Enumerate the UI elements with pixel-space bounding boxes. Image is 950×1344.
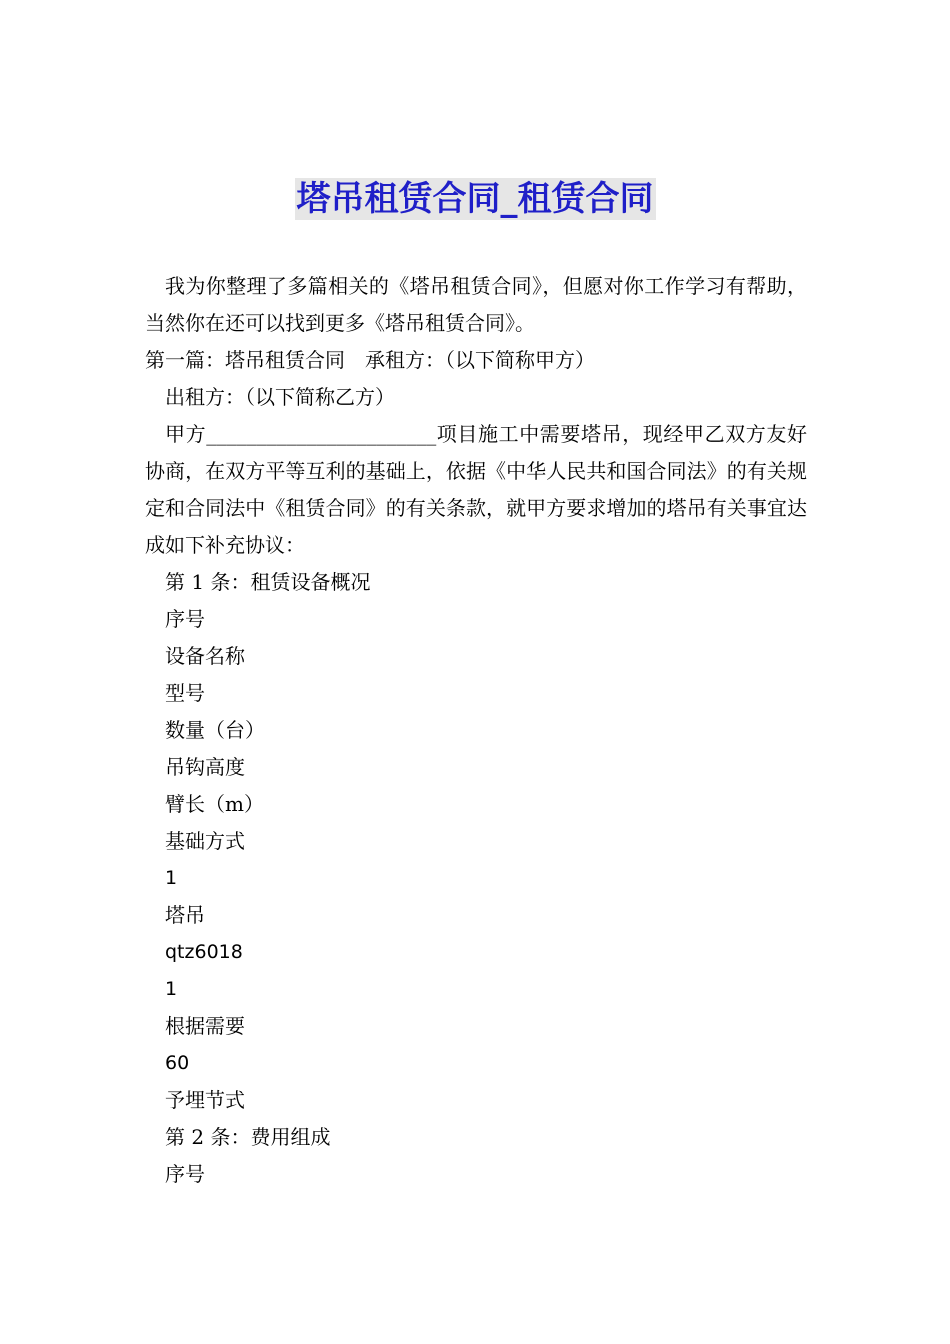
table1-cell-hook-height: 根据需要 — [165, 1014, 245, 1038]
table1-header-arm-length: 臂长（m） — [165, 792, 264, 816]
table1-cell-foundation: 予埋节式 — [165, 1088, 245, 1112]
chapter-line: 第一篇：塔吊租赁合同 承租方：（以下简称甲方） — [145, 348, 595, 372]
table1-cell-qty: 1 — [165, 978, 178, 1000]
table1-cell-seq: 1 — [165, 867, 178, 889]
document-body — [145, 268, 807, 1193]
intro-paragraph: 我为你整理了多篇相关的《塔吊租赁合同》，但愿对你工作学习有帮助，当然你在还可以找到更多《塔吊租赁合同》。 — [145, 274, 807, 335]
table1-header-seq: 序号 — [165, 607, 205, 631]
document-title: 塔吊租赁合同_租赁合同 — [296, 179, 654, 219]
agreement-paragraph: 甲方_______________________项目施工中需要塔吊，现经甲乙双方友好协商，在双方平等互利的基础上，依据《中华人民共和国合同法》的有关规定和合同法中《租赁合同》的有关条款，就甲方要求增加的塔吊有关事宜达成如下补充协议： — [145, 422, 807, 557]
table1-header-hook-height: 吊钩高度 — [165, 755, 245, 779]
table1-header-qty: 数量（台） — [165, 718, 265, 742]
table1-cell-name: 塔吊 — [165, 903, 205, 927]
article-1-heading: 第 1 条：租赁设备概况 — [165, 570, 371, 594]
title-container — [0, 178, 950, 220]
table1-header-model: 型号 — [165, 681, 205, 705]
article-2-heading: 第 2 条：费用组成 — [165, 1125, 331, 1149]
table1-header-foundation: 基础方式 — [165, 829, 245, 853]
table1-header-name: 设备名称 — [165, 644, 245, 668]
lessor-line: 出租方：（以下简称乙方） — [165, 385, 395, 409]
table1-cell-arm-length: 60 — [165, 1052, 190, 1074]
table1-cell-model: qtz6018 — [165, 941, 243, 963]
table2-header-seq: 序号 — [165, 1162, 205, 1186]
